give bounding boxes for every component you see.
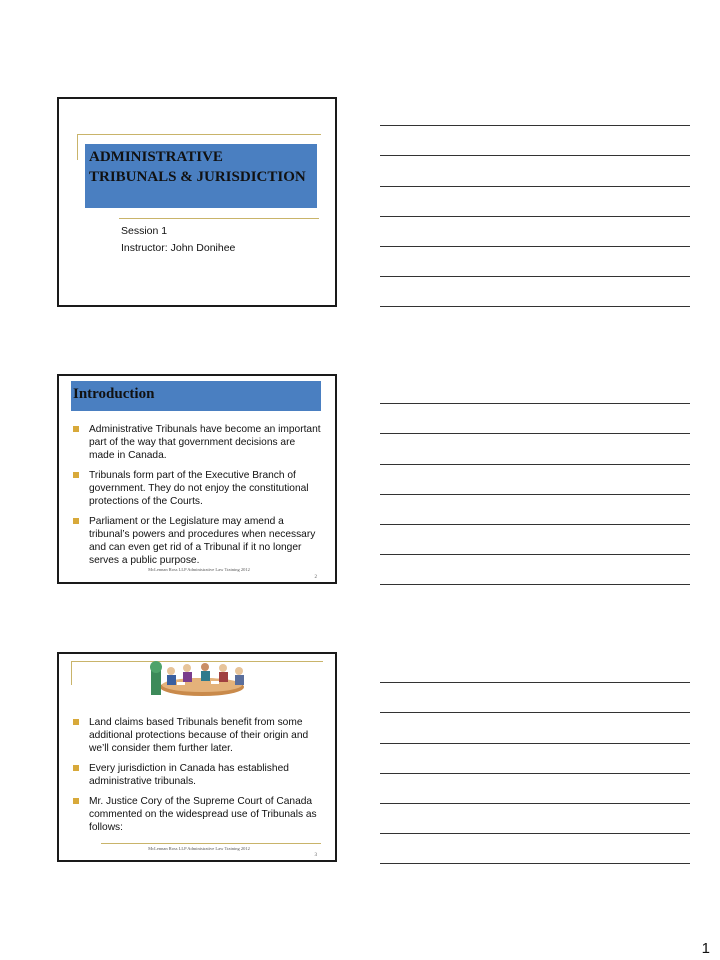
note-line [380, 554, 690, 555]
slide-1-gold-rule-left [77, 134, 78, 160]
note-line [380, 833, 690, 834]
slide-2-page-number: 2 [314, 575, 317, 580]
slide-3-gold-rule-left [71, 661, 72, 685]
note-line [380, 216, 690, 217]
note-line [380, 743, 690, 744]
note-line [380, 246, 690, 247]
slide-1-title [89, 147, 319, 187]
slide-1-subtitle [121, 223, 235, 257]
slide-3-page-number: 3 [314, 853, 317, 858]
bullet-icon [73, 472, 79, 478]
title-line-2: TRIBUNALS & JURISDICTION [89, 169, 306, 185]
note-line [380, 403, 690, 404]
meeting-clipart-icon [147, 659, 257, 701]
bullet-icon [73, 798, 79, 804]
bullet-icon [73, 765, 79, 771]
note-line [380, 712, 690, 713]
note-line [380, 584, 690, 585]
note-line [380, 773, 690, 774]
note-line [380, 186, 690, 187]
slide-2-bullets [71, 423, 321, 574]
bullet-icon [73, 518, 79, 524]
handout-page-number: 1 [701, 940, 710, 957]
slide-3-footer: McLennan Ross LLP Administrative Law Training 2012 [148, 846, 250, 851]
list-item: Land claims based Tribunals benefit from some additional protections because of their origin and we’ll consider them further later. [71, 716, 321, 755]
slide-3 [57, 652, 337, 862]
note-line [380, 306, 690, 307]
list-item: Parliament or the Legislature may amend a tribunal’s powers and procedures when necessary and can even get rid of a Tribunal if it no longer serves a public purpose. [71, 515, 321, 567]
bullet-icon [73, 719, 79, 725]
note-line [380, 524, 690, 525]
note-line [380, 125, 690, 126]
note-line [380, 682, 690, 683]
note-line [380, 494, 690, 495]
slide-3-footer-rule [101, 843, 321, 844]
slide-1-gold-rule [77, 134, 321, 135]
slide-1-divider [119, 218, 319, 219]
instructor-label: Instructor: John Donihee [121, 242, 236, 254]
note-line [380, 433, 690, 434]
title-line-1: ADMINISTRATIVE [89, 149, 223, 165]
session-label: Session 1 [121, 225, 168, 237]
list-item: Administrative Tribunals have become an important part of the way that government decisions are made in Canada. [71, 423, 321, 462]
slide-2-footer: McLennan Ross LLP Administrative Law Training 2012 [148, 567, 250, 572]
note-line [380, 155, 690, 156]
note-line [380, 276, 690, 277]
list-item: Mr. Justice Cory of the Supreme Court of Canada commented on the widespread use of Tribunals as follows: [71, 795, 321, 834]
list-item: Tribunals form part of the Executive Branch of government. They do not enjoy the constitutional protections of the Courts. [71, 469, 321, 508]
note-line [380, 803, 690, 804]
slide-3-bullets [71, 716, 321, 841]
list-item: Every jurisdiction in Canada has established administrative tribunals. [71, 762, 321, 788]
bullet-icon [73, 426, 79, 432]
slide-1 [57, 97, 337, 307]
note-line [380, 464, 690, 465]
slide-2 [57, 374, 337, 584]
slide-2-heading: Introduction [73, 386, 155, 402]
note-line [380, 863, 690, 864]
